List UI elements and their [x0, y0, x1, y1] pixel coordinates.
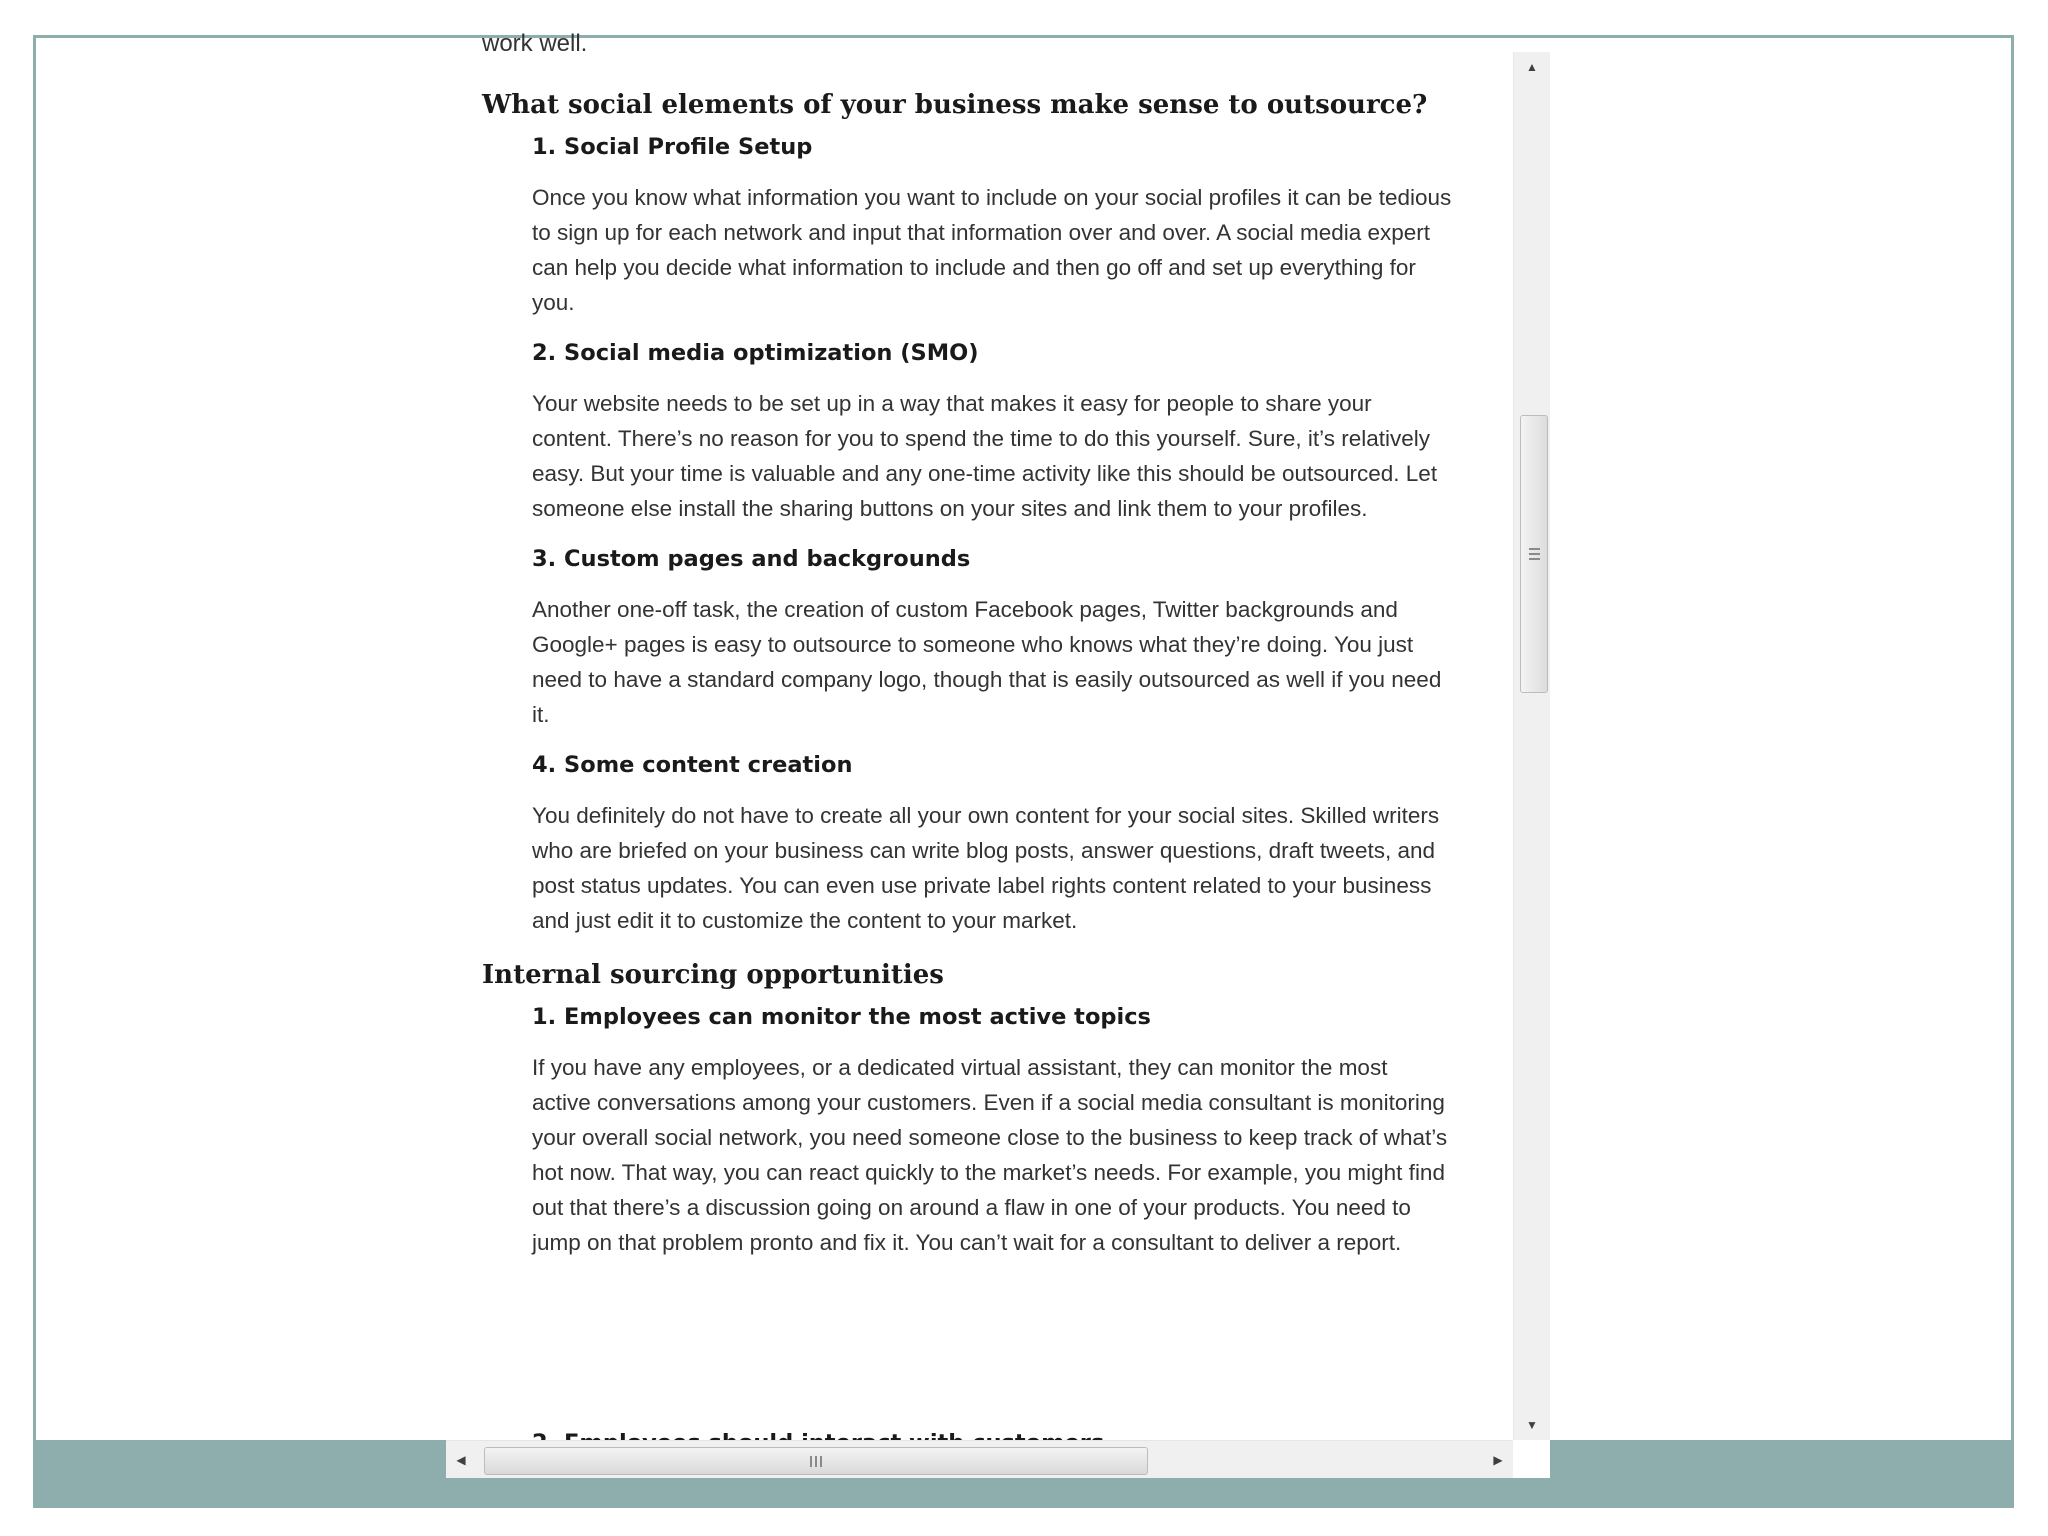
vertical-scrollbar[interactable] [1513, 52, 1550, 1440]
item-text: You definitely do not have to create all your own content for your social sites. Skilled writers who are briefed on your business can write blog posts, answer questions, draft tweets, and post status updates. You can even use private label rights content related to your business and just edit it to customize the content to your market. [532, 803, 1440, 933]
grip-icon [810, 1456, 822, 1467]
item-title: 4. Some content creation [532, 752, 853, 778]
scrollbar-corner [1513, 1440, 1550, 1478]
document-viewer [446, 30, 1550, 1478]
arrow-left-icon[interactable]: ◀ [456, 1452, 466, 1467]
item-text: Another one-off task, the creation of custom Facebook pages, Twitter backgrounds and Google+ pages is easy to outsource to someone who knows what they’re doing. You just need to have a standard company logo, though that is easily outsourced as well if you need it. [532, 597, 1442, 727]
item-text: Once you know what information you want to include on your social profiles it can be tedious to sign up for each network and input that information over and over. A social media expert can help you decide what information to include and then go off and set up everything for you. [532, 185, 1452, 315]
document-content [482, 90, 1482, 1260]
section-heading-outsource: What social elements of your business make sense to outsource? [482, 90, 1428, 120]
arrow-down-icon[interactable]: ▼ [1526, 1418, 1538, 1432]
arrow-right-icon[interactable]: ▶ [1493, 1452, 1503, 1467]
list-item [532, 546, 1482, 732]
section-heading-internal: Internal sourcing opportunities [482, 960, 944, 990]
item-title: 2. Social media optimization (SMO) [532, 340, 979, 366]
list-item [532, 1004, 1482, 1260]
vertical-scroll-thumb[interactable] [1520, 415, 1548, 693]
item-title: 1. Social Profile Setup [532, 134, 813, 160]
item-text: Your website needs to be set up in a way that makes it easy for people to share your content. There’s no reason for you to spend the time to do this yourself. Sure, it’s relatively easy. But your time is valuable and any one-time activity like this should be outsourced. Let someone else install the sharing buttons on your sites and link them to your profiles. [532, 391, 1438, 521]
horizontal-scrollbar[interactable] [446, 1440, 1513, 1478]
horizontal-scroll-thumb[interactable] [484, 1447, 1148, 1475]
list-item [532, 340, 1482, 526]
list-item [532, 134, 1482, 320]
document-scroll-area[interactable] [446, 30, 1513, 1440]
grip-icon [1529, 548, 1540, 560]
item-text: If you have any employees, or a dedicated virtual assistant, they can monitor the most active conversations among your customers. Even if a social media consultant is monitoring your overall social network, you need someone close to the business to keep track of what’s hot now. That way, you can react quickly to the market’s needs. For example, you might find out that there’s a discussion going on around a flaw in one of your products. You need to jump on that problem pronto and fix it. You can’t wait for a consultant to deliver a report. [532, 1055, 1448, 1255]
cut-off-top-line: work well. [482, 30, 588, 57]
arrow-up-icon[interactable]: ▲ [1526, 60, 1538, 74]
list-item [532, 752, 1482, 938]
item-title: 3. Custom pages and backgrounds [532, 546, 971, 572]
item-title: 1. Employees can monitor the most active topics [532, 1004, 1151, 1030]
